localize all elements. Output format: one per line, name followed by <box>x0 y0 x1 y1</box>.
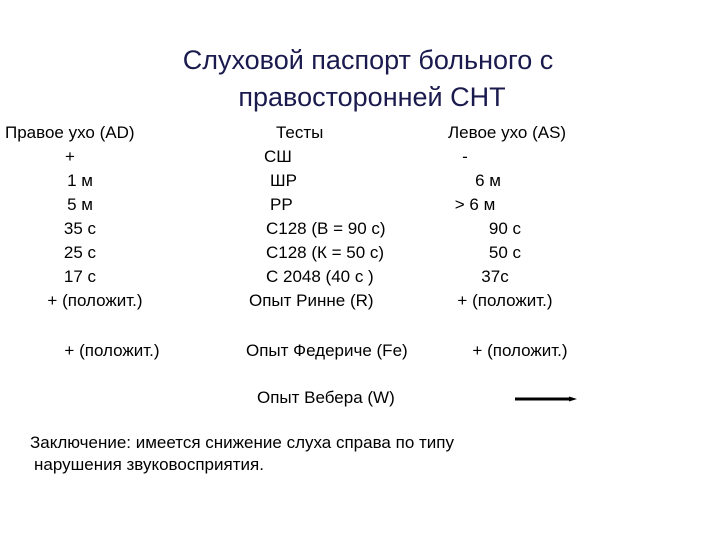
row-rinne-left: + (положит.) <box>457 291 553 310</box>
row-rinne-right: + (положит.) <box>47 291 143 310</box>
row-c128k-test: С128 (К = 50 с) <box>266 243 385 262</box>
row-rr-left: > 6 м <box>454 195 496 214</box>
row-rr-right: 5 м <box>67 195 93 214</box>
row-sw-test: СШ <box>264 147 292 166</box>
row-c128b-test: С128 (В = 90 с) <box>266 219 386 238</box>
title-line-1: Слуховой паспорт больного с <box>182 45 554 75</box>
row-federici-right: + (положит.) <box>64 341 160 360</box>
row-federici-left: + (положит.) <box>472 341 568 360</box>
row-c2048-left: 37с <box>481 267 509 286</box>
row-c128k-left: 50 с <box>488 243 522 262</box>
row-weber-test: Опыт Вебера (W) <box>257 388 395 407</box>
row-shr-test: ШР <box>270 171 297 190</box>
row-rr-test: РР <box>270 195 293 214</box>
row-shr-right: 1 м <box>67 171 93 190</box>
title-line-2: правосторонней СНТ <box>238 82 506 112</box>
row-federici-test: Опыт Федериче (Fe) <box>246 341 408 360</box>
right-arrow-icon <box>515 396 577 402</box>
row-rinne-test: Опыт Ринне (R) <box>249 291 374 310</box>
row-sw-right: + <box>65 147 75 166</box>
row-c128b-right: 35 с <box>63 219 97 238</box>
header-tests: Тесты <box>276 123 324 142</box>
row-shr-left: 6 м <box>475 171 501 190</box>
row-c128b-left: 90 с <box>488 219 522 238</box>
header-left-ear: Левое ухо (AS) <box>448 123 567 142</box>
row-c2048-test: С 2048 (40 с ) <box>266 267 374 286</box>
conclusion-line-2: нарушения звуковосприятия. <box>34 455 264 474</box>
row-sw-left: - <box>462 147 468 166</box>
conclusion-line-1: Заключение: имеется снижение слуха справа по типу <box>30 433 454 452</box>
conclusion <box>30 432 454 476</box>
row-c2048-right: 17 с <box>63 267 97 286</box>
row-c128k-right: 25 с <box>63 243 97 262</box>
header-right-ear: Правое ухо (AD) <box>5 123 135 142</box>
